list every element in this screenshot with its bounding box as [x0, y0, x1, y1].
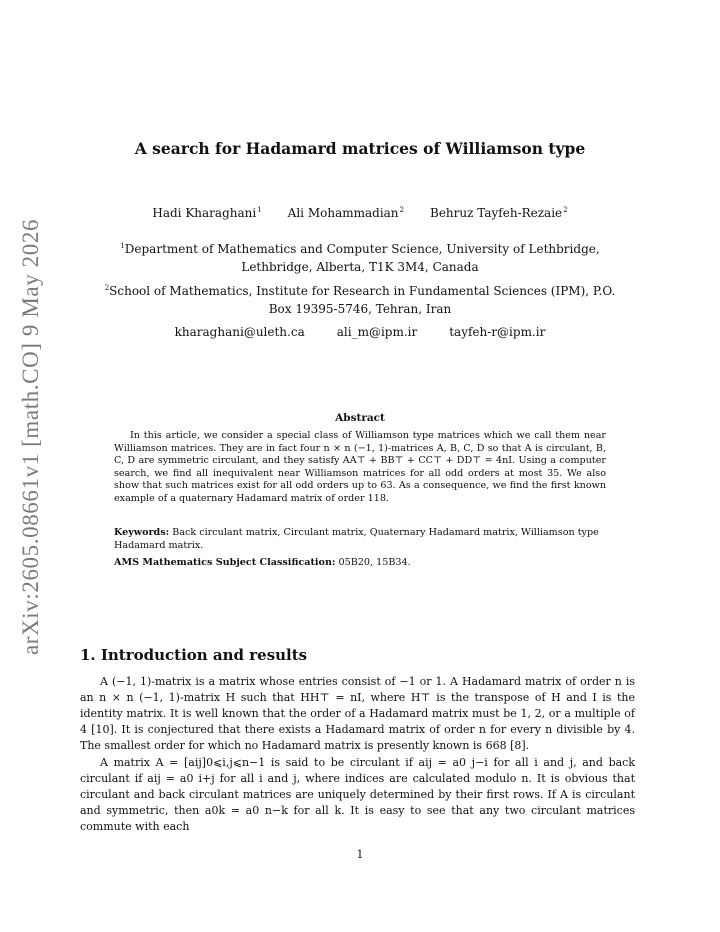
author: Behruz Tayfeh-Rezaie$^2$	[430, 206, 568, 220]
affiliation: $^1$Department of Mathematics and Computer Science, University of Lethbridge, Lethbridge, Alberta, T1K 3M4, Canada	[120, 242, 600, 274]
email-link[interactable]: ali_m@ipm.ir	[336, 325, 418, 339]
ams-classification: AMS Mathematics Subject Classification: 05B20, 15B34.	[114, 557, 411, 568]
author-list	[80, 206, 640, 220]
abstract-text: In this article, we consider a special class of Williamson type matrices which we call them near Williamson matrices. They are in fact four n × n (−1, 1)-matrices A, B, C, D so that A is circulant, B, C, D are symmetric circulant, and they satisfy AA⊤ + BB⊤ + CC⊤ + DD⊤ = 4nI. Using a computer search, we find all inequivalent near Williamson matrices for all odd orders at most 35. We also show that such matrices exist for all odd orders up to 63. As a consequence, we find the first known example of a quaternary Hadamard matrix of order 118.	[114, 430, 606, 504]
author: Ali Mohammadian$^2$	[287, 206, 405, 220]
arxiv-identifier[interactable]: arXiv:2605.08661v1 [math.CO] 9 May 2026	[18, 218, 43, 655]
affiliation: $^2$School of Mathematics, Institute for Research in Fundamental Sciences (IPM), P.O. Box 19395-5746, Tehran, Iran	[104, 284, 616, 316]
body-paragraph: A matrix A = [aij]0⩽i,j⩽n−1 is said to be circulant if aij = a0 j−i for all i and j, and back circulant if aij = a0 i+j for all i and j, where indices are calculated modulo n. It is obvious that circulant and back circulant matrices are uniquely determined by their first rows. If A is circulant and symmetric, then a0k = a0 n−k for all k. It is easy to see that any two circulant matrices commute with each	[80, 756, 635, 833]
section-heading: 1. Introduction and results	[80, 646, 308, 664]
page-number: 1	[356, 848, 364, 861]
email-list	[80, 325, 640, 339]
email-link[interactable]: tayfeh-r@ipm.ir	[449, 325, 546, 339]
body-paragraph: A (−1, 1)-matrix is a matrix whose entries consist of −1 or 1. A Hadamard matrix of order n is an n × n (−1, 1)-matrix H such that HH⊤ = nI, where H⊤ is the transpose of H and I is the identity matrix. It is well known that the order of a Hadamard matrix must be 1, 2, or a multiple of 4 [10]. It is conjectured that there exists a Hadamard matrix of order n for every n divisible by 4. The smallest order for which no Hadamard matrix is presently known is 668 [8].	[80, 675, 635, 752]
abstract-heading: Abstract	[335, 412, 385, 424]
paper-title: A search for Hadamard matrices of Williamson type	[134, 139, 586, 158]
email-link[interactable]: kharaghani@uleth.ca	[174, 325, 305, 339]
author: Hadi Kharaghani$^1$	[152, 206, 262, 220]
keywords: Keywords: Back circulant matrix, Circulant matrix, Quaternary Hadamard matrix, Williamson type Hadamard matrix.	[114, 527, 599, 551]
